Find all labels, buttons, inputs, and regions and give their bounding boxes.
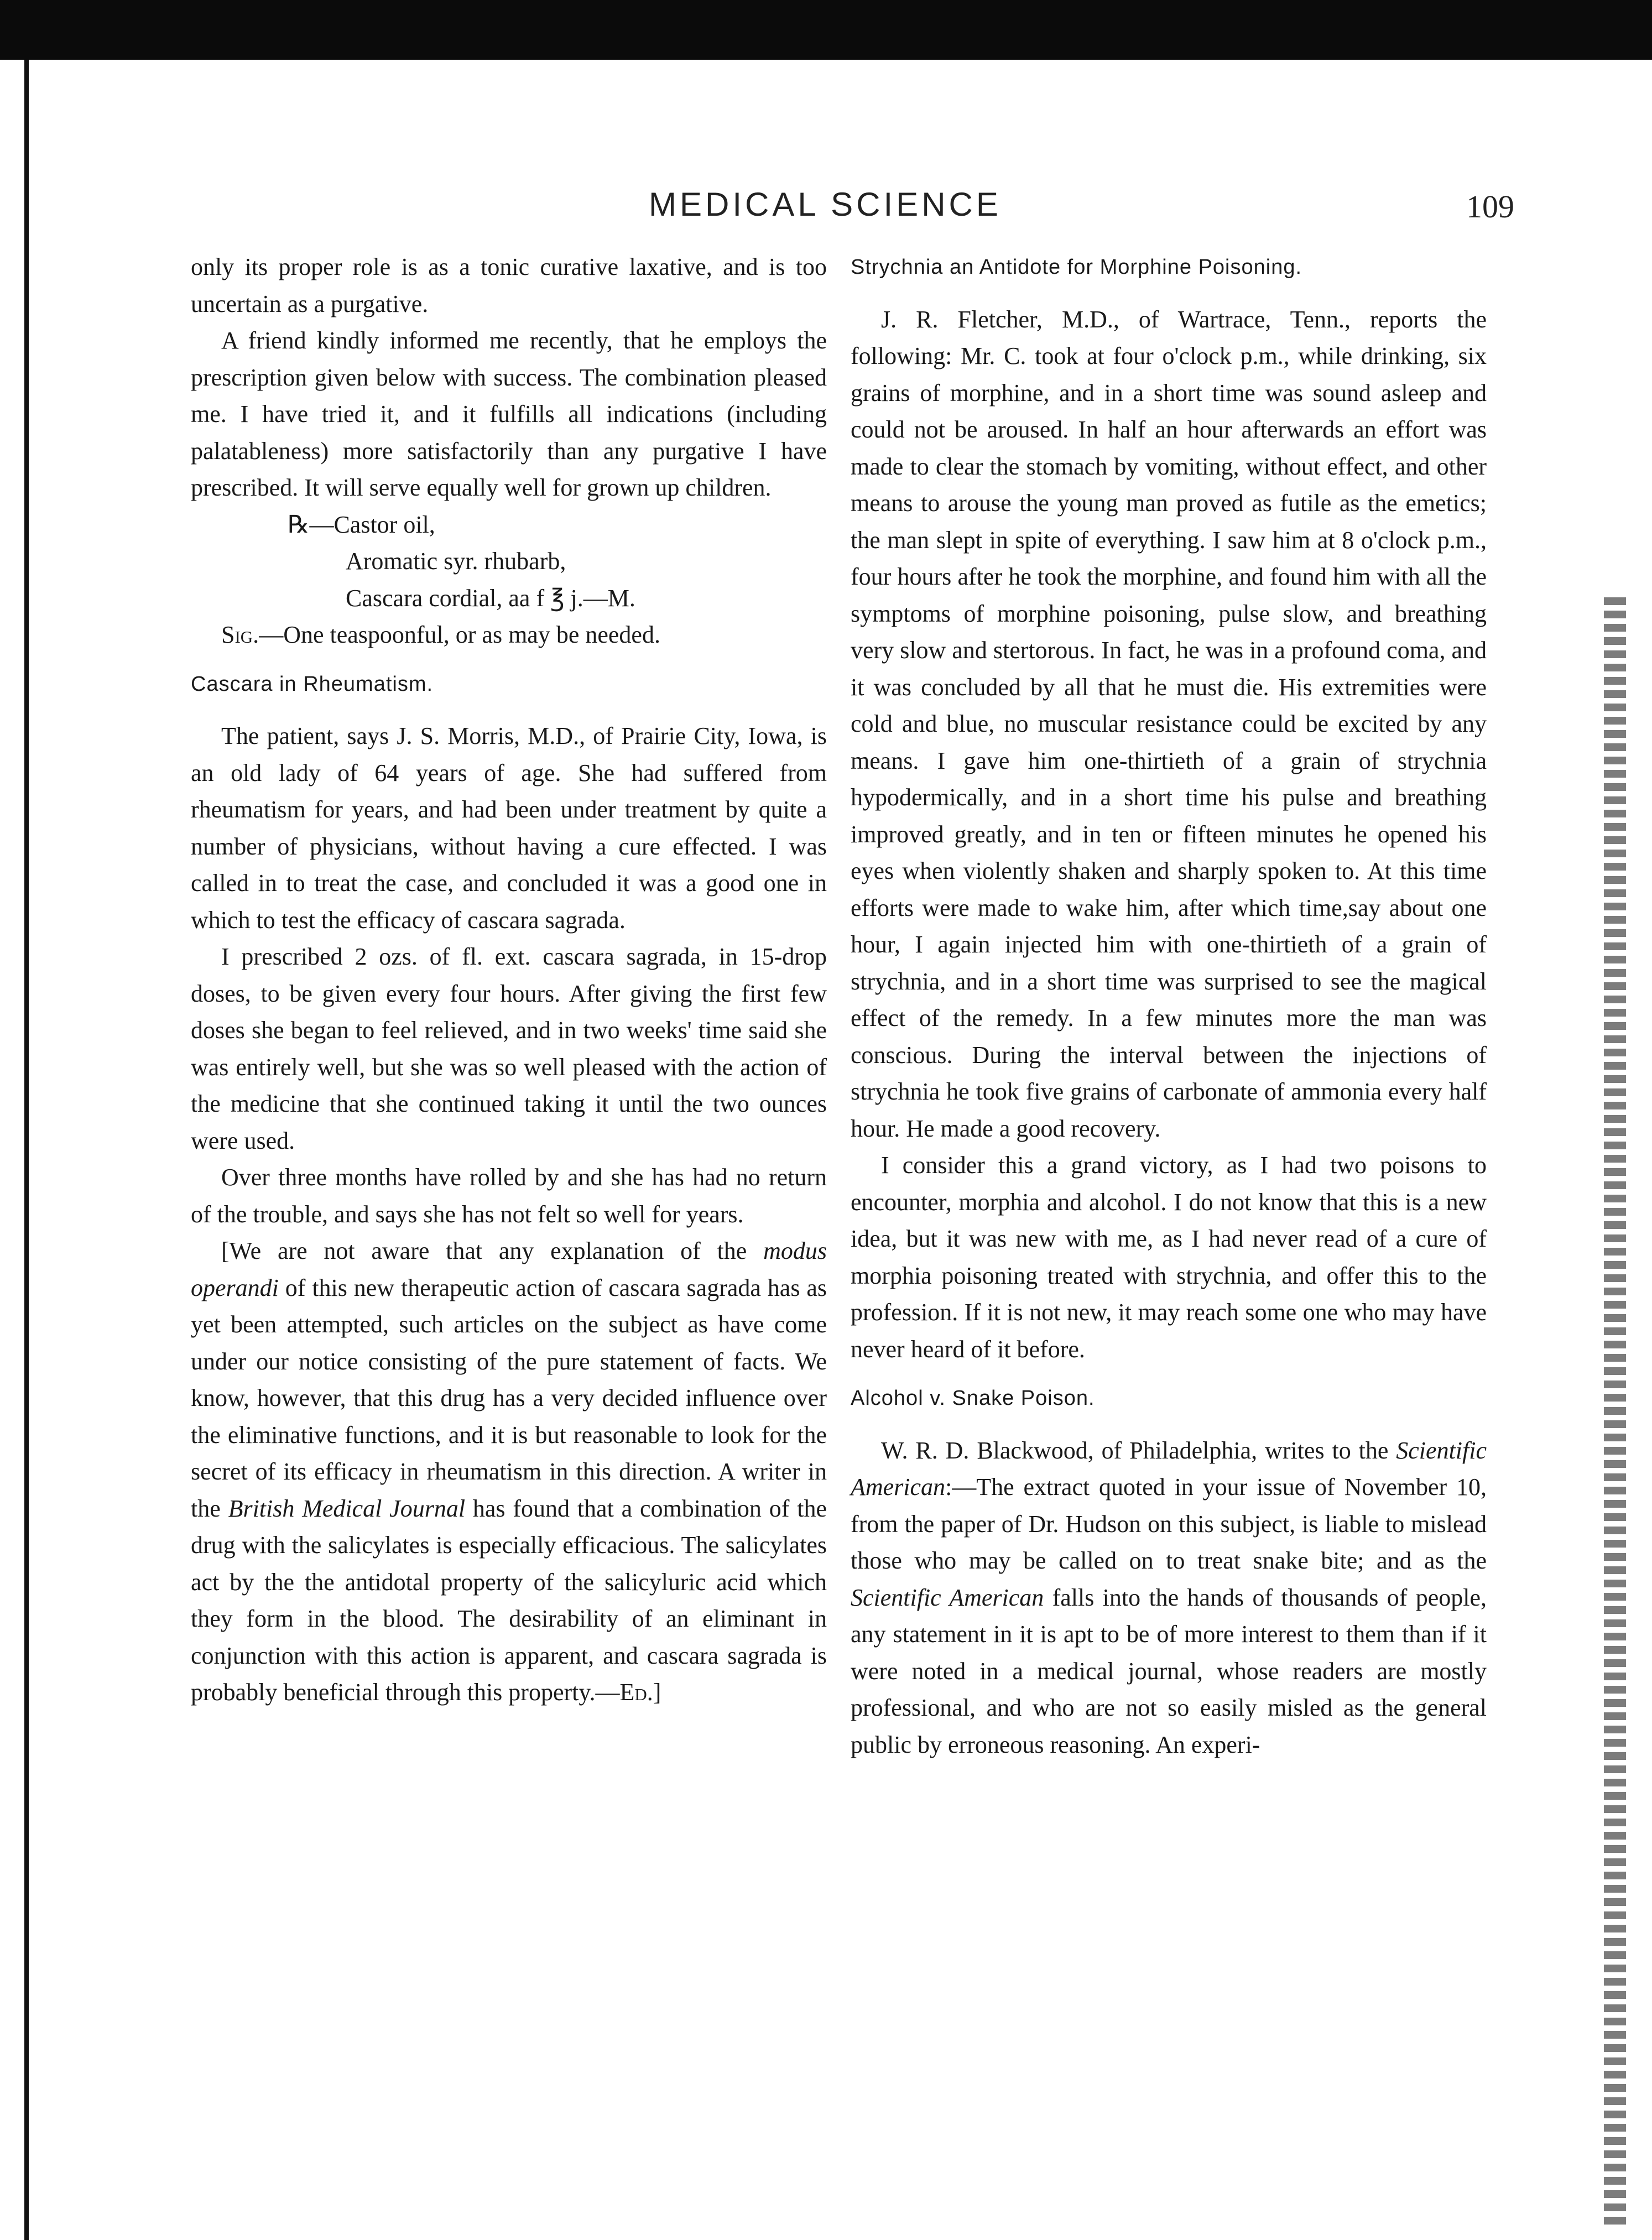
publication-title: Scientific American: [851, 1583, 1044, 1611]
sig-text: —One teaspoonful, or as may be needed.: [259, 621, 660, 648]
left-column: [191, 249, 827, 1711]
paragraph: A friend kindly informed me recently, that he employs the prescription given below with success. The combination pleased me. I have tried it, and it fulfills all indications (including palatableness) more satisfactorily than any purgative I have prescribed. It will serve equally well for grown up children.: [191, 327, 827, 501]
paragraph: Over three months have rolled by and she has had no return of the trouble, and says she has not felt so well for years.: [191, 1164, 827, 1228]
prescription-line: ℞—Castor oil,: [288, 510, 435, 538]
publication-title: Scientific American: [851, 1436, 1487, 1501]
editor-signature: Ed.: [619, 1679, 653, 1706]
prescription-line: Aromatic syr. rhubarb,: [346, 548, 566, 575]
prescription-line: Cascara cordial, aa f ℥ j.—M.: [346, 584, 635, 612]
editor-note: [191, 1233, 827, 1711]
scan-left-rule: [24, 60, 29, 2240]
note-text: has found that a combination of the drug with the salicylates is especially efficacious. The salicylates act by the the antidotal property of the salicyluric acid which they form in the blood. The desirability of an eliminant in conjunction with this action is apparent, and cascara sagrada is probably beneficial through this property.—: [191, 1494, 827, 1706]
journal-title: British Medical Journal: [228, 1494, 466, 1522]
paragraph: I consider this a grand victory, as I had two poisons to encounter, morphia and alcohol. I do not know that this is a new idea, but it was new with me, as I had never read of a cure of morphia poisoning treated with strychnia, and offer this to the profession. If it is not new, it may reach some one who may have never heard of it before.: [851, 1152, 1487, 1363]
page-number: 109: [1466, 189, 1514, 225]
section-heading: Strychnia an Antidote for Morphine Poisoning.: [851, 256, 1302, 279]
paragraph-text: falls into the hands of thousands of people, any statement in it is apt to be of more interest to them than if it were noted in a medical journal, whose readers are mostly professional, and who are not so easily misled as the general public by erroneous reasoning. An experi-: [851, 1583, 1487, 1758]
paragraph-text: W. R. D. Blackwood, of Philadelphia, writes to the: [881, 1436, 1396, 1464]
section-heading: Alcohol v. Snake Poison.: [851, 1387, 1095, 1410]
right-column: [851, 249, 1487, 1763]
paragraph: [851, 1432, 1487, 1764]
note-italic: modus operandi: [191, 1237, 827, 1301]
section-heading: Cascara in Rheumatism.: [191, 672, 434, 696]
sig-label: Sig.: [221, 621, 259, 648]
note-text: of this new therapeutic action of cascara sagrada has as yet been attempted, such articles on the subject as have come under our notice consisting of the pure statement of facts. We know, however, that this drug has a very decided influence over the eliminative functions, and it is but reasonable to look for the secret of its efficacy in rheumatism in this direction. A writer in the: [191, 1274, 827, 1522]
paragraph: I prescribed 2 ozs. of fl. ext. cascara sagrada, in 15-drop doses, to be given every four hours. After giving the first few doses she began to feel relieved, and in two weeks' time said she was entirely well, but she was so well pleased with the action of the medicine that she continued taking it until the two ounces were used.: [191, 943, 827, 1154]
note-text: ]: [653, 1679, 661, 1706]
paragraph: only its proper role is as a tonic curative laxative, and is too uncertain as a purgative.: [191, 253, 827, 317]
note-text: [We are not aware that any explanation of the: [221, 1237, 764, 1264]
paragraph: The patient, says J. S. Morris, M.D., of Prairie City, Iowa, is an old lady of 64 years of age. She had suffered from rheumatism for years, and had been under treatment by quite a number of physicians, without having a cure effected. I was called in to treat the case, and concluded it was a good one in which to test the efficacy of cascara sagrada.: [191, 722, 827, 934]
scan-right-edge: [1604, 597, 1626, 2229]
paragraph-text: :—The extract quoted in your issue of November 10, from the paper of Dr. Hudson on this subject, is liable to mislead those who may be called on to treat snake bite; and as the: [851, 1473, 1487, 1574]
scan-top-border: [0, 0, 1652, 60]
prescription-sig: [191, 617, 827, 654]
running-header: MEDICAL SCIENCE: [649, 186, 1002, 223]
paragraph: J. R. Fletcher, M.D., of Wartrace, Tenn., reports the following: Mr. C. took at four o'clock p.m., while drinking, six grains of morphine, and in a short time was sound asleep and could not be aroused. In half an hour afterwards an effort was made to clear the stomach by vomiting, without effect, and other means to arouse the young man proved as futile as the emetics; the man slept in spite of everything. I saw him at 8 o'clock p.m., four hours after he took the morphine, and found him with all the symptoms of morphine poisoning, pulse slow, and breathing very slow and stertorous. In fact, he was in a profound coma, and it was concluded by all that he must die. His extremities were cold and blue, no muscular resistance could be excited by any means. I gave him one-thirtieth of a grain of strychnia hypodermically, and in a short time his pulse and breathing improved greatly, and in ten or fifteen minutes he opened his eyes when violently shaken and sharply spoken to. At this time efforts were made to wake him, after which time,say about one hour, I again injected him with one-thirtieth of a grain of strychnia, and in a short time was surprised to see the magical effect of the remedy. In a few minutes more the man was conscious. During the interval between the injections of strychnia he took five grains of carbonate of ammonia every half hour. He made a good recovery.: [851, 305, 1487, 1142]
prescription: [191, 507, 827, 617]
